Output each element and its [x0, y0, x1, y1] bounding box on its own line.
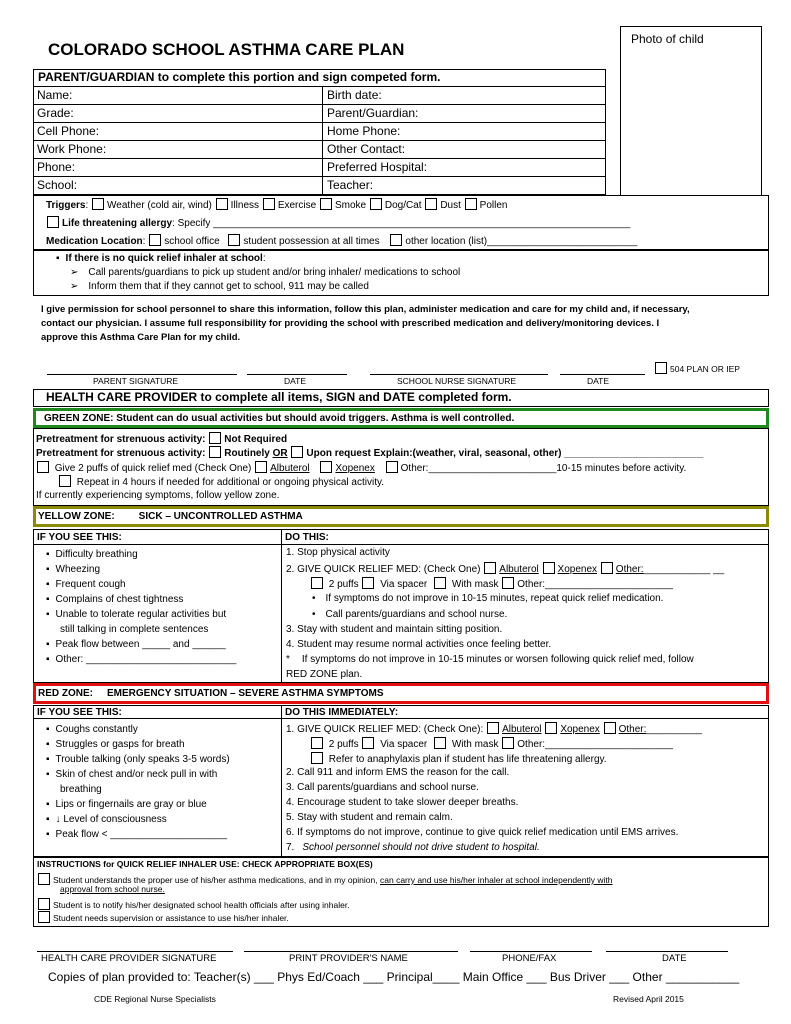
- yellow-mask-checkbox[interactable]: [434, 577, 446, 589]
- red-other2-checkbox[interactable]: [502, 737, 514, 749]
- red-symptom-7: ▪ Peak flow < _____________________: [46, 829, 227, 841]
- red-step-5: 5. Stay with student and remain calm.: [286, 812, 453, 823]
- phone-fax-line[interactable]: [470, 951, 592, 952]
- red-device-row: 2 puffs Via spacer With mask Other:_______________________: [310, 737, 673, 751]
- permission-line-2: contact our physician. I assume full responsibility for providing the school with prescribed medication and delivery/monitoring devices. I: [41, 318, 660, 329]
- red-step-6: 6. If symptoms do not improve, continue to give quick relief medication until EMS arrives.: [286, 827, 679, 838]
- red-symptom-4-cont: breathing: [60, 784, 102, 795]
- yellow-do-header: DO THIS:: [285, 532, 329, 543]
- red-albuterol-checkbox[interactable]: [487, 722, 499, 734]
- provider-date-line[interactable]: [606, 951, 728, 952]
- yellow-symptom-2: ▪ Wheezing: [46, 564, 100, 576]
- photo-box[interactable]: [620, 26, 762, 196]
- routinely-checkbox[interactable]: [209, 446, 221, 458]
- instruction-option-1: Student understands the proper use of his/her asthma medications, and in my opinion, can carry and use his/her inhaler at school independently with: [37, 873, 612, 886]
- nurse-signature-line[interactable]: [370, 374, 548, 375]
- red-puffs-checkbox[interactable]: [311, 737, 323, 749]
- yellow-albuterol-checkbox[interactable]: [484, 562, 496, 574]
- red-mask-checkbox[interactable]: [434, 737, 446, 749]
- date1-label: DATE: [284, 376, 307, 386]
- yellow-sub-1: • If symptoms do not improve in 10-15 minutes, repeat quick relief medication.: [312, 593, 663, 605]
- location-other-checkbox[interactable]: [390, 234, 402, 246]
- yellow-step-4: 4. Student may resume normal activities once feeling better.: [286, 639, 552, 650]
- instruction-option-1-cont: approval from school nurse.: [60, 884, 165, 894]
- parent-signature-label: PARENT SIGNATURE: [93, 376, 179, 386]
- footer-left: CDE Regional Nurse Specialists: [94, 994, 216, 1004]
- provider-name-label: PRINT PROVIDER'S NAME: [289, 953, 408, 964]
- instruction-1-checkbox[interactable]: [38, 873, 50, 885]
- provider-name-line[interactable]: [244, 951, 458, 952]
- footer-right: Revised April 2015: [613, 994, 684, 1004]
- red-symptom-6: ▪ ↓ Level of consciousness: [46, 814, 167, 826]
- trigger-pollen-checkbox[interactable]: [465, 198, 477, 210]
- date2-label: DATE: [587, 376, 610, 386]
- green-albuterol-checkbox[interactable]: [255, 461, 267, 473]
- yellow-other-checkbox[interactable]: [601, 562, 613, 574]
- trigger-dust-checkbox[interactable]: [425, 198, 437, 210]
- plan-504-row: 504 PLAN OR IEP: [654, 362, 740, 375]
- give-puffs-checkbox[interactable]: [37, 461, 49, 473]
- red-step-7: 7. School personnel should not drive student to hospital.: [286, 842, 540, 853]
- green-other-checkbox[interactable]: [386, 461, 398, 473]
- repeat-row: Repeat in 4 hours if needed for additional or ongoing physical activity.: [58, 475, 384, 489]
- yellow-symptom-1: ▪ Difficulty breathing: [46, 549, 138, 561]
- instruction-3-checkbox[interactable]: [38, 911, 50, 923]
- yellow-step-3: 3. Stay with student and maintain sitting position.: [286, 624, 503, 635]
- pretreatment-row-2: Pretreatment for strenuous activity: Routinely OR Upon request Explain:(weather, viral, seasonal, other) _________________________: [36, 448, 704, 459]
- field-birth-date[interactable]: Birth date:: [327, 88, 382, 102]
- red-symptom-2: ▪ Struggles or gasps for breath: [46, 739, 185, 751]
- field-cell-phone[interactable]: Cell Phone:: [37, 124, 100, 138]
- trigger-dogcat-checkbox[interactable]: [370, 198, 382, 210]
- trigger-smoke-checkbox[interactable]: [320, 198, 332, 210]
- red-xopenex-checkbox[interactable]: [545, 722, 557, 734]
- parent-section-header: PARENT/GUARDIAN to complete this portion and sign competed form.: [38, 70, 441, 84]
- provider-header: HEALTH CARE PROVIDER to complete all items, SIGN and DATE completed form.: [46, 390, 512, 404]
- field-preferred-hospital[interactable]: Preferred Hospital:: [327, 160, 428, 174]
- nurse-signature-label: SCHOOL NURSE SIGNATURE: [397, 376, 517, 386]
- red-symptom-5: ▪ Lips or fingernails are gray or blue: [46, 799, 207, 811]
- repeat-checkbox[interactable]: [59, 475, 71, 487]
- red-step-2: 2. Call 911 and inform EMS the reason for the call.: [286, 767, 510, 778]
- field-parent-guardian[interactable]: Parent/Guardian:: [327, 106, 419, 120]
- yellow-symptom-7: ▪ Other: ___________________________: [46, 654, 236, 666]
- field-other-contact[interactable]: Other Contact:: [327, 142, 406, 156]
- pretreatment-row-1: Pretreatment for strenuous activity: Not Required: [36, 434, 288, 445]
- instructions-header: INSTRUCTIONS for QUICK RELIEF INHALER USE: CHECK APPROPRIATE BOX(ES): [37, 859, 373, 869]
- plan-504-checkbox[interactable]: [655, 362, 667, 374]
- not-required-checkbox[interactable]: [209, 432, 221, 444]
- yellow-symptom-6: ▪ Peak flow between _____ and ______: [46, 639, 226, 651]
- red-see-header: IF YOU SEE THIS:: [37, 707, 122, 718]
- permission-line-3: approve this Asthma Care Plan for my child.: [41, 332, 241, 343]
- page-title: COLORADO SCHOOL ASTHMA CARE PLAN: [48, 40, 405, 59]
- red-symptom-4: ▪ Skin of chest and/or neck pull in with: [46, 769, 217, 781]
- red-spacer-checkbox[interactable]: [362, 737, 374, 749]
- triggers-row: Triggers: Weather (cold air, wind) Illness Exercise Smoke Dog/Cat Dust Pollen: [46, 200, 508, 211]
- no-inhaler-item-2: ➢ Inform them that if they cannot get to school, 911 may be called: [70, 281, 369, 293]
- upon-request-checkbox[interactable]: [291, 446, 303, 458]
- no-inhaler-item-1: ➢ Call parents/guardians to pick up student and/or bring inhaler/ medications to school: [70, 267, 460, 279]
- life-threatening-row: Life threatening allergy: Specify ___________________________________________________________________________: [46, 216, 630, 230]
- yellow-symptom-5: ▪ Unable to tolerate regular activities but: [46, 609, 226, 621]
- trigger-illness-checkbox[interactable]: [216, 198, 228, 210]
- trigger-exercise-checkbox[interactable]: [263, 198, 275, 210]
- red-step-4: 4. Encourage student to take slower deeper breaths.: [286, 797, 519, 808]
- red-step-1: 1. GIVE QUICK RELIEF MED: (Check One): Albuterol Xopenex Other:__________: [286, 724, 702, 735]
- yellow-symptom-4: ▪ Complains of chest tightness: [46, 594, 183, 606]
- yellow-see-header: IF YOU SEE THIS:: [37, 532, 122, 543]
- currently-experiencing: If currently experiencing symptoms, follow yellow zone.: [36, 490, 280, 501]
- provider-date-label: DATE: [662, 953, 687, 964]
- red-symptom-1: ▪ Coughs constantly: [46, 724, 138, 736]
- field-name[interactable]: Name:: [37, 88, 73, 102]
- location-school-office-checkbox[interactable]: [149, 234, 161, 246]
- location-student-possession-checkbox[interactable]: [228, 234, 240, 246]
- red-do-header: DO THIS IMMEDIATELY:: [285, 707, 399, 718]
- red-anaphylaxis-row: Refer to anaphylaxis plan if student has life threatening allergy.: [310, 752, 607, 766]
- yellow-xopenex-checkbox[interactable]: [543, 562, 555, 574]
- field-home-phone[interactable]: Home Phone:: [327, 124, 401, 138]
- provider-signature-label: HEALTH CARE PROVIDER SIGNATURE: [41, 953, 217, 964]
- instruction-2-checkbox[interactable]: [38, 898, 50, 910]
- life-threatening-checkbox[interactable]: [47, 216, 59, 228]
- yellow-other2-checkbox[interactable]: [502, 577, 514, 589]
- red-step-3: 3. Call parents/guardians and school nurse.: [286, 782, 479, 793]
- trigger-weather-checkbox[interactable]: [92, 198, 104, 210]
- instruction-option-3: Student needs supervision or assistance to use his/her inhaler.: [37, 911, 289, 924]
- yellow-step-1: 1. Stop physical activity: [286, 547, 390, 558]
- field-phone[interactable]: Phone:: [37, 160, 76, 174]
- yellow-spacer-checkbox[interactable]: [362, 577, 374, 589]
- date2-line[interactable]: [560, 374, 645, 375]
- permission-line-1: I give permission for school personnel to share this information, follow this plan, administer medication and care for my child and, if necessary,: [41, 304, 690, 315]
- red-anaphylaxis-checkbox[interactable]: [311, 752, 323, 764]
- yellow-device-row: 2 puffs Via spacer With mask Other:_______________________: [310, 577, 673, 591]
- yellow-symptom-5-cont: still talking in complete sentences: [60, 624, 209, 635]
- field-teacher[interactable]: Teacher:: [327, 178, 374, 192]
- medication-location-row: Medication Location: school office student possession at all times other location (list)___________________________: [46, 236, 638, 247]
- date1-line[interactable]: [247, 374, 347, 375]
- yellow-step-2: 2. GIVE QUICK RELIEF MED: (Check One) Albuterol Xopenex Other:____________ __: [286, 564, 725, 575]
- field-work-phone[interactable]: Work Phone:: [37, 142, 107, 156]
- copies-provided: Copies of plan provided to: Teacher(s) ___ Phys Ed/Coach ___ Principal____ Main Office ___ Bus Driver ___ Other ___________: [48, 970, 740, 984]
- yellow-symptom-3: ▪ Frequent cough: [46, 579, 126, 591]
- give-puffs-row: Give 2 puffs of quick relief med (Check One) Albuterol Xopenex Other:_______________________10-15 minutes before activity.: [36, 461, 686, 475]
- instruction-option-2: Student is to notify his/her designated school health officials after using inhaler.: [37, 898, 350, 911]
- red-zone-header: RED ZONE: EMERGENCY SITUATION – SEVERE ASTHMA SYMPTOMS: [38, 688, 384, 699]
- red-symptom-3: ▪ Trouble talking (only speaks 3-5 words): [46, 754, 230, 766]
- yellow-zone-header: YELLOW ZONE: SICK – UNCONTROLLED ASTHMA: [38, 511, 303, 522]
- field-grade[interactable]: Grade:: [37, 106, 74, 120]
- phone-fax-label: PHONE/FAX: [502, 953, 557, 964]
- parent-signature-line[interactable]: [47, 374, 237, 375]
- yellow-sub-2: • Call parents/guardians and school nurse.: [312, 609, 507, 621]
- red-other-checkbox[interactable]: [604, 722, 616, 734]
- green-zone-header: GREEN ZONE: Student can do usual activities but should avoid triggers. Asthma is well controlled.: [44, 413, 515, 424]
- no-inhaler-heading: ▪ If there is no quick relief inhaler at school:: [56, 253, 266, 265]
- yellow-puffs-checkbox[interactable]: [311, 577, 323, 589]
- yellow-step-5-cont: RED ZONE plan.: [286, 669, 363, 680]
- field-school[interactable]: School:: [37, 178, 78, 192]
- yellow-step-5: * If symptoms do not improve in 10-15 minutes or worsen following quick relief med, follow: [286, 654, 694, 665]
- provider-signature-line[interactable]: [37, 951, 233, 952]
- green-xopenex-checkbox[interactable]: [320, 461, 332, 473]
- photo-label: Photo of child: [631, 32, 704, 46]
